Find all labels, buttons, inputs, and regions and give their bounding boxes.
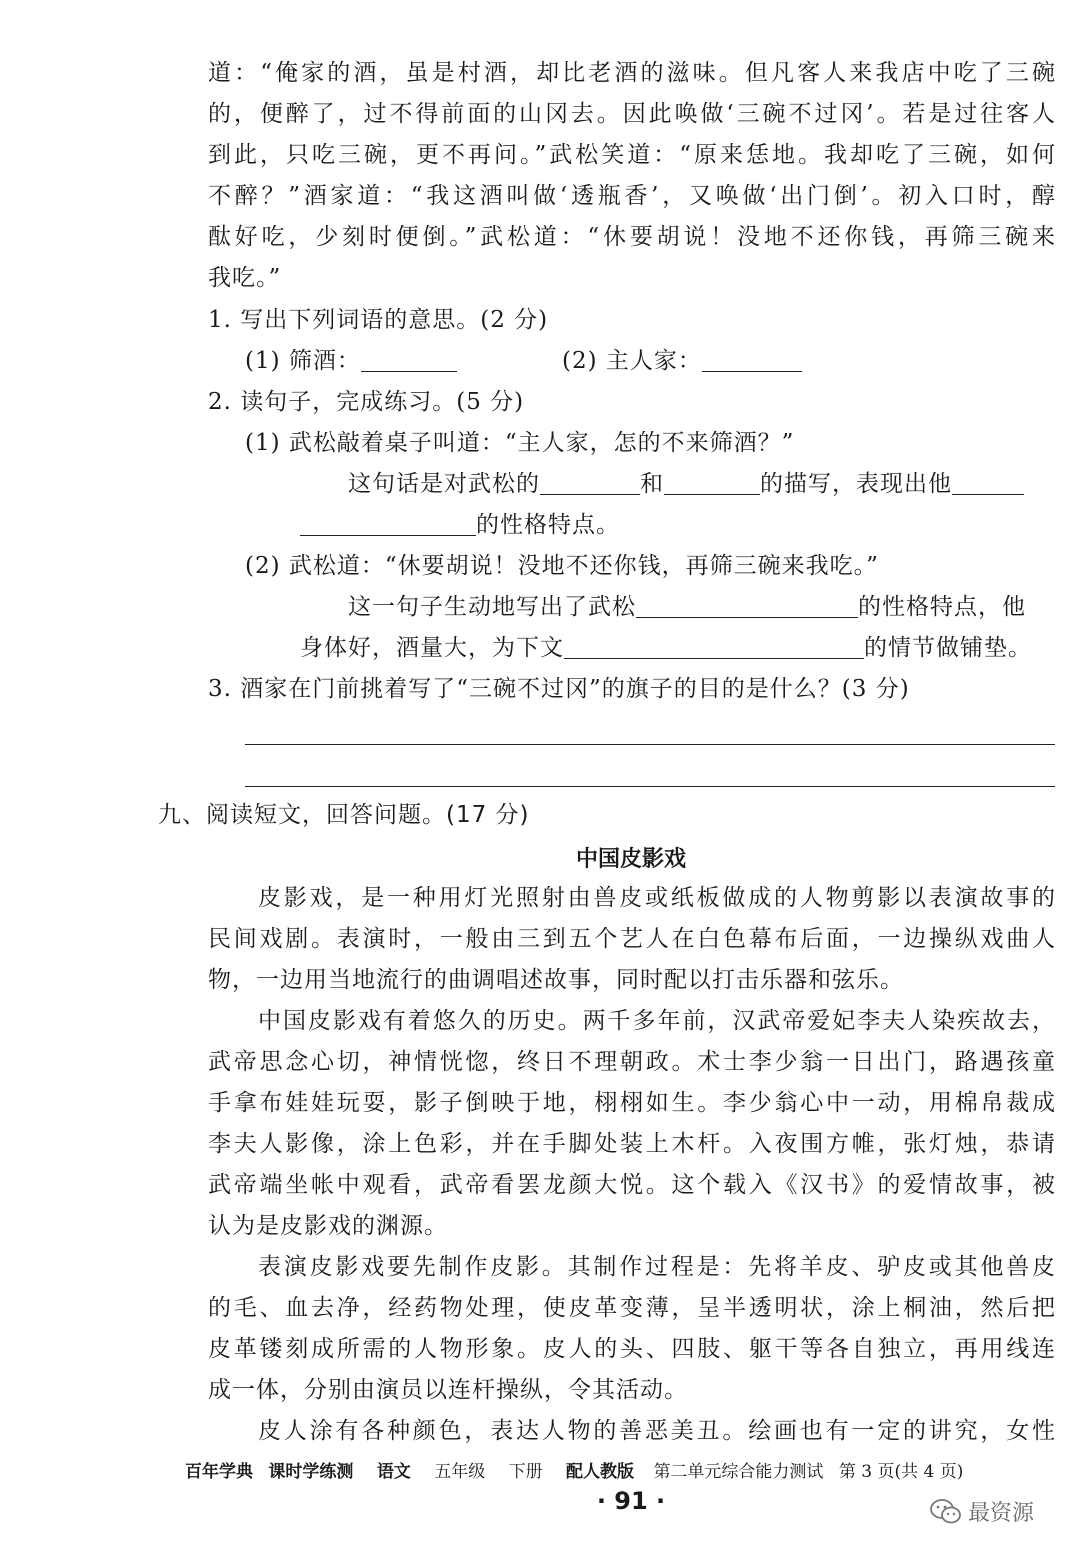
watermark-text: 最资源	[968, 1501, 1035, 1526]
question-2-sentence-2: (2) 武松道：“休要胡说！没地不还你钱，再筛三碗来我吃。”	[245, 553, 879, 579]
passage-line: 我吃。”	[208, 265, 282, 291]
passage-line: 不醉？”酒家道：“我这酒叫做‘透瓶香’，又唤做‘出门倒’。初入口时，醇	[208, 183, 1056, 209]
article-line: 认为是皮影戏的渊源。	[208, 1213, 448, 1239]
question-2-sentence-1: (1) 武松敲着桌子叫道：“主人家，怎的不来筛酒？”	[245, 430, 795, 456]
section-9-heading: 九、阅读短文，回答问题。(17 分)	[158, 802, 530, 828]
item-label: (2) 主人家：	[562, 348, 702, 374]
article-line: 物，一边用当地流行的曲调唱述故事，同时配以打击乐器和弦乐。	[208, 967, 904, 993]
passage-line: 到此，只吃三碗，更不再问。”武松笑道：“原来恁地。我却吃了三碗，如何	[208, 142, 1056, 168]
answer-blank[interactable]	[361, 349, 457, 372]
answer-blank[interactable]	[300, 513, 476, 536]
footer-unit: 第二单元综合能力测试	[653, 1462, 824, 1482]
article-line: 手拿布娃娃玩耍，影子倒映于地，栩栩如生。李少翁心中一动，用棉帛裁成	[208, 1090, 1056, 1116]
article-line: 武帝思念心切，神情恍惚，终日不理朝政。术士李少翁一日出门，路遇孩童	[208, 1049, 1056, 1075]
footer-series: 课时学练测	[268, 1462, 354, 1482]
question-2-fill-2a	[348, 592, 1026, 622]
article-line: 的毛、血去净，经药物处理，使皮革变薄，呈半透明状，涂上桐油，然后把	[208, 1295, 1056, 1321]
footer-page-count: 第 3 页(共 4 页)	[838, 1462, 964, 1482]
question-2-fill-1b	[300, 510, 620, 540]
item-label: (1) 筛酒：	[245, 348, 361, 374]
question-1-stem: 1. 写出下列词语的意思。(2 分)	[208, 307, 549, 333]
passage-line: 道：“俺家的酒，虽是村酒，却比老酒的滋味。但凡客人来我店中吃了三碗	[208, 60, 1056, 86]
fill-text: 的性格特点。	[476, 512, 620, 538]
answer-blank[interactable]	[664, 472, 760, 495]
answer-blank[interactable]	[952, 472, 1024, 495]
answer-line[interactable]	[245, 744, 1055, 745]
question-3-stem: 3. 酒家在门前挑着写了“三碗不过冈”的旗子的目的是什么？(3 分)	[208, 676, 910, 702]
fill-text: 的描写，表现出他	[760, 471, 952, 497]
question-2-fill-2b	[300, 633, 1032, 663]
fill-text: 这句话是对武松的	[348, 471, 540, 497]
watermark	[930, 1496, 1034, 1527]
footer-edition: 配人教版	[566, 1462, 635, 1482]
wechat-icon	[930, 1498, 962, 1526]
answer-blank[interactable]	[702, 349, 802, 372]
question-1-item-2	[562, 346, 802, 376]
article-line: 武帝端坐帐中观看，武帝看罢龙颜大悦。这个载入《汉书》的爱情故事，被	[208, 1172, 1056, 1198]
footer-brand: 百年学典	[185, 1462, 253, 1482]
footer-grade: 五年级	[434, 1462, 486, 1482]
answer-blank[interactable]	[636, 595, 858, 618]
answer-line[interactable]	[245, 786, 1055, 787]
article-line: 中国皮影戏有着悠久的历史。两千多年前，汉武帝爱妃李夫人染疾故去，	[258, 1008, 1056, 1034]
answer-blank[interactable]	[540, 472, 640, 495]
fill-text: 的情节做铺垫。	[864, 635, 1032, 661]
answer-blank[interactable]	[564, 636, 864, 659]
article-line: 皮革镂刻成所需的人物形象。皮人的头、四肢、躯干等各自独立，再用线连	[208, 1336, 1056, 1362]
question-2-stem: 2. 读句子，完成练习。(5 分)	[208, 389, 525, 415]
article-line: 李夫人影像，涂上色彩，并在手脚处装上木杆。入夜围方帷，张灯烛，恭请	[208, 1131, 1056, 1157]
fill-text: 的性格特点，他	[858, 594, 1026, 620]
fill-text: 和	[640, 471, 664, 497]
fill-text: 这一句子生动地写出了武松	[348, 594, 636, 620]
page-number: · 91 ·	[596, 1487, 666, 1515]
question-2-fill-1a	[348, 469, 1024, 499]
article-line: 表演皮影戏要先制作皮影。其制作过程是：先将羊皮、驴皮或其他兽皮	[258, 1254, 1056, 1280]
article-title: 中国皮影戏	[575, 847, 686, 872]
question-1-item-1	[245, 346, 457, 376]
article-line: 成一体，分别由演员以连杆操纵，令其活动。	[208, 1377, 688, 1403]
article-line: 民间戏剧。表演时，一般由三到五个艺人在白色幕布后面，一边操纵戏曲人	[208, 926, 1056, 952]
article-line: 皮人涂有各种颜色，表达人物的善恶美丑。绘画也有一定的讲究，女性	[258, 1418, 1056, 1444]
fill-text: 身体好，酒量大，为下文	[300, 635, 564, 661]
footer-volume: 下册	[508, 1462, 543, 1482]
footer-subject: 语文	[376, 1462, 411, 1482]
passage-line: 的，便醉了，过不得前面的山冈去。因此唤做‘三碗不过冈’。若是过往客人	[208, 101, 1056, 127]
article-line: 皮影戏，是一种用灯光照射由兽皮或纸板做成的人物剪影以表演故事的	[258, 885, 1056, 911]
passage-line: 酞好吃，少刻时便倒。”武松道：“休要胡说！没地不还你钱，再筛三碗来	[208, 224, 1056, 250]
page-footer	[185, 1457, 963, 1482]
